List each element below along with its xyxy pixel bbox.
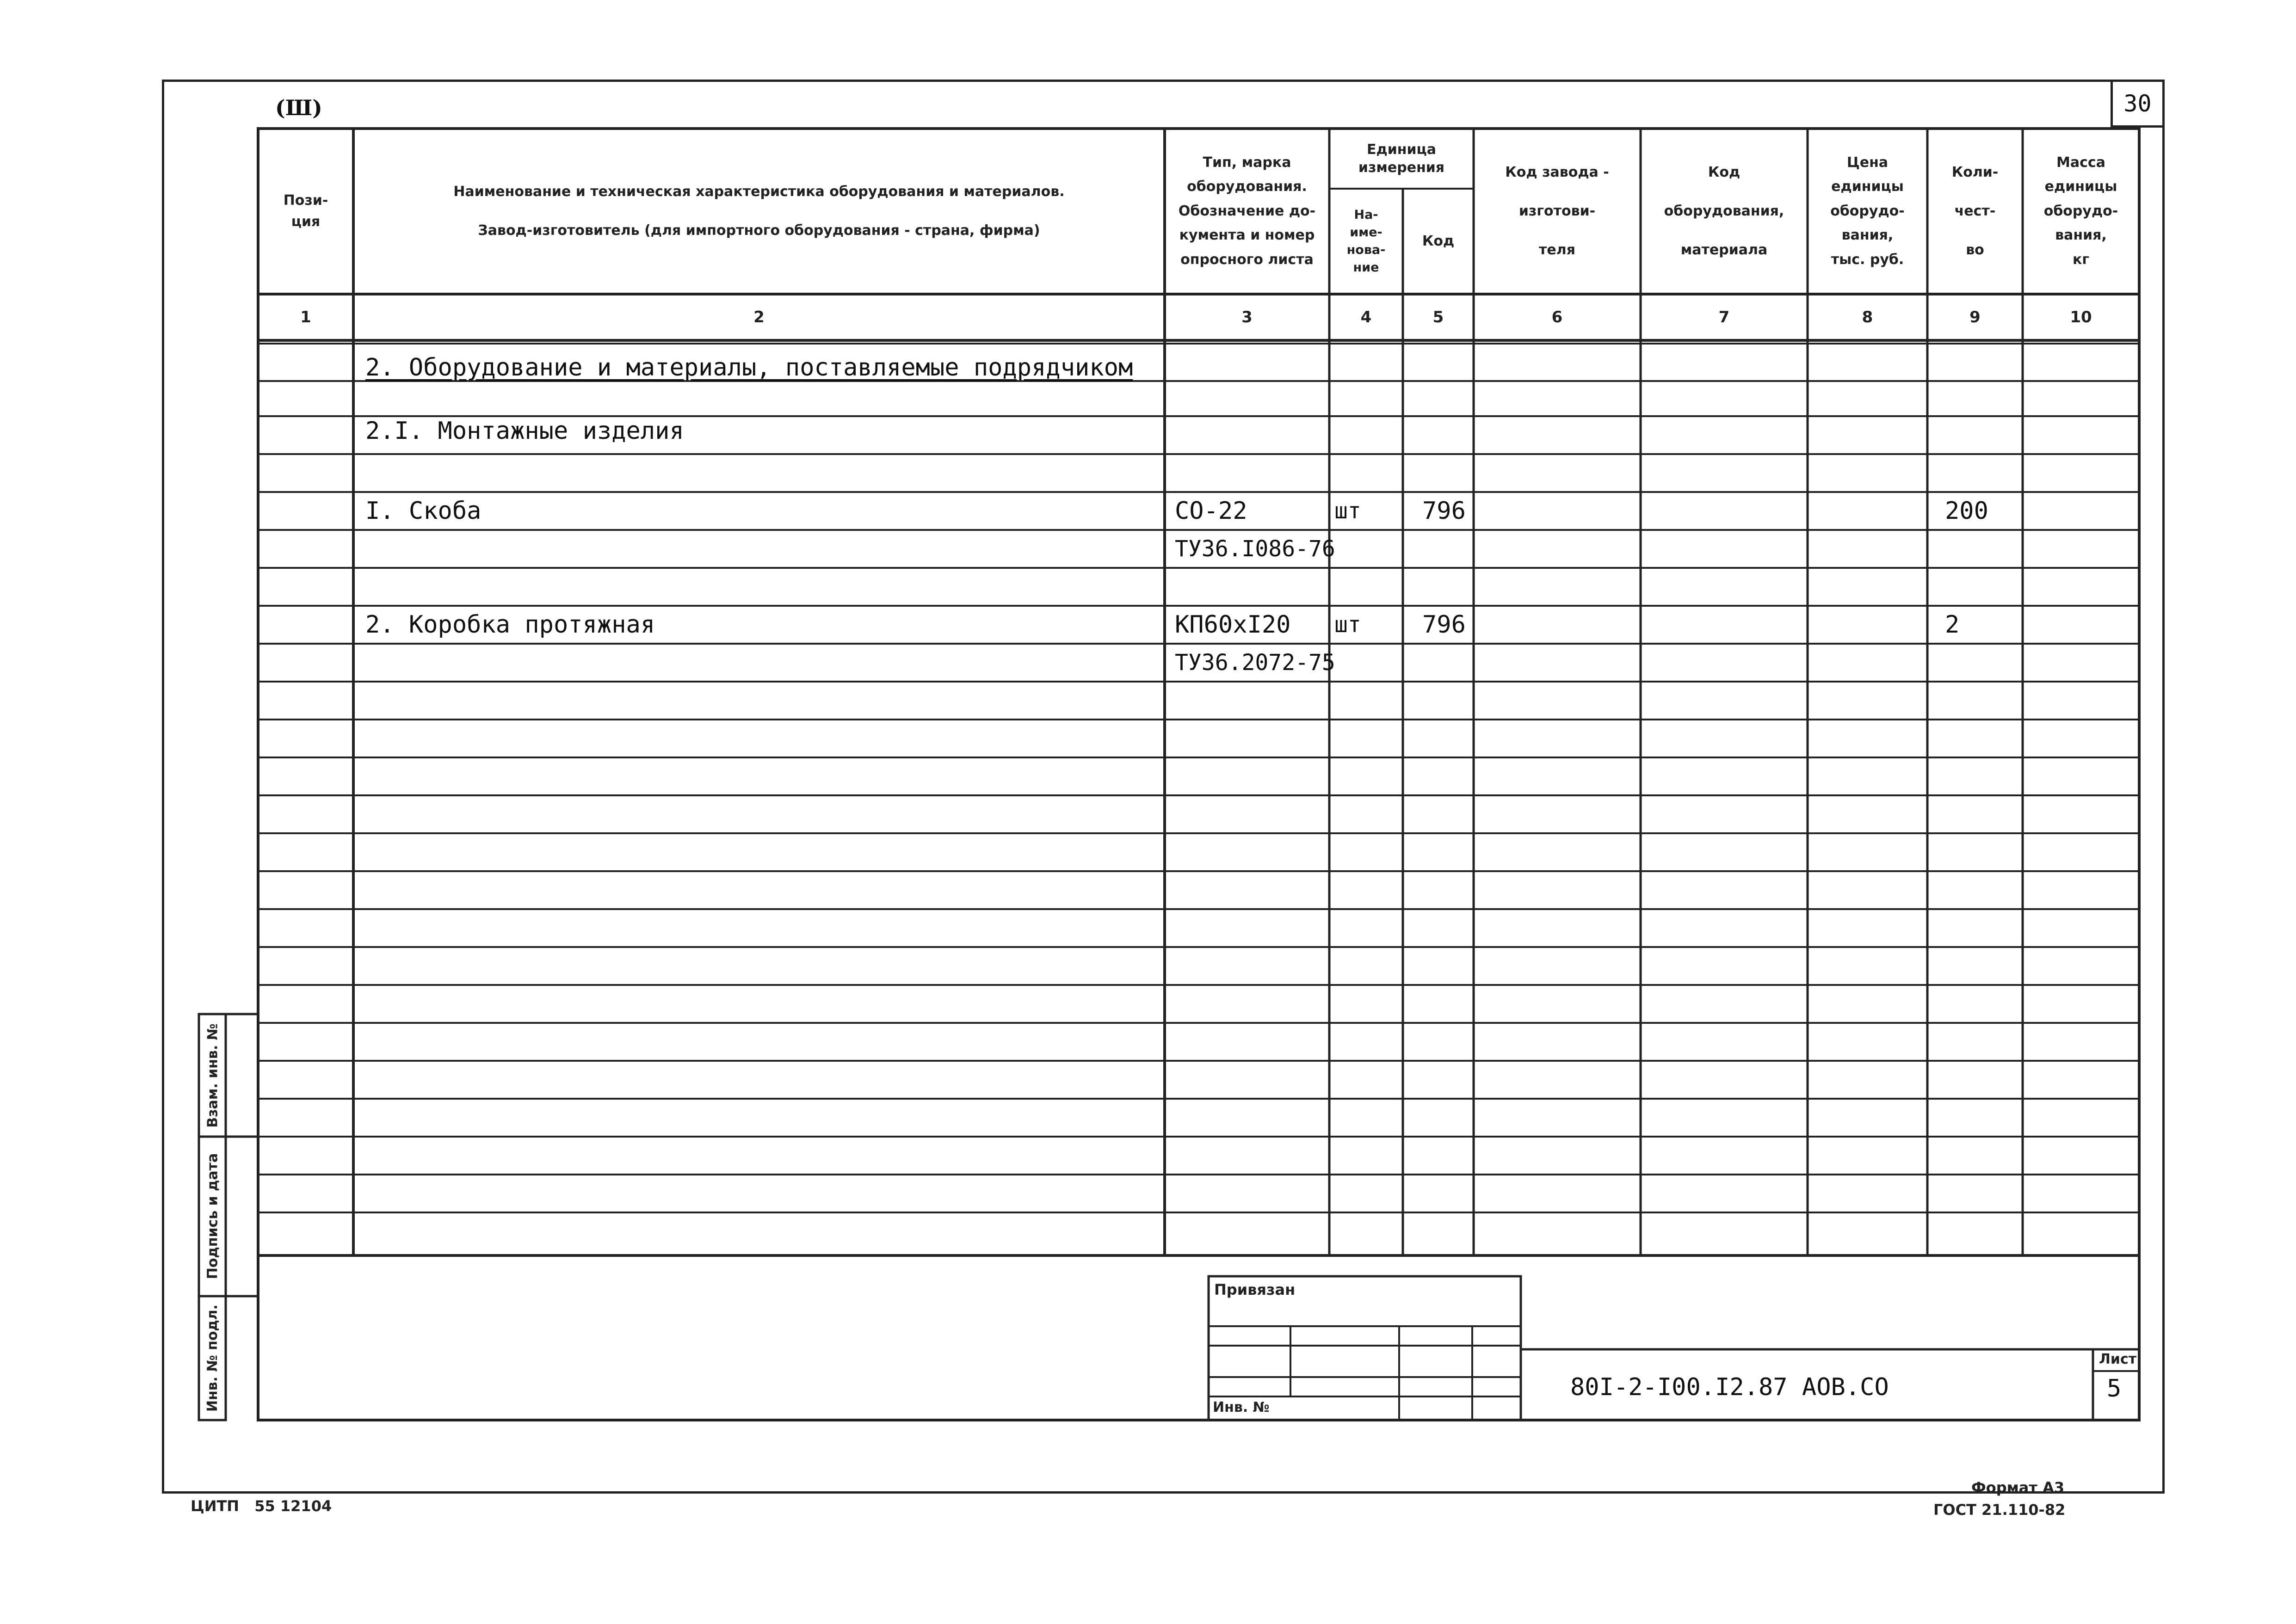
stamp-privyazan: Привязан (1214, 1281, 1296, 1298)
column-number-7: 7 (1718, 308, 1730, 326)
header-col4: На- име- нова- ние (1346, 208, 1386, 275)
column-number-4: 4 (1360, 308, 1372, 326)
side-stamp-inv-podl: Инв. № подл. (204, 1304, 221, 1412)
item-name: 2. Коробка протяжная (365, 611, 655, 639)
header-col6: Код завода - изготови- теля (1505, 164, 1609, 258)
side-stamp-signature-date: Подпись и дата (204, 1153, 221, 1280)
table-row-section-heading: 2. Оборудование и материалы, поставляемые подрядчиком (365, 354, 1133, 381)
header-col10: Масса единицы оборудо- вания, кг (2043, 154, 2118, 268)
item-qty: 200 (1945, 497, 1988, 525)
footer-left-org: ЦИТП (191, 1497, 240, 1515)
item-type: КП60хI20 (1175, 611, 1291, 639)
sheet-marker: (Ш) (275, 95, 322, 120)
table-row-subsection: 2.I. Монтажные изделия (365, 417, 684, 445)
column-number-3: 3 (1241, 308, 1253, 326)
column-number-5: 5 (1432, 308, 1444, 326)
header-col7: Код оборудования, материала (1664, 164, 1784, 258)
item-code: 796 (1422, 497, 1466, 525)
page-number: 30 (2123, 90, 2152, 117)
stamp-inv-no: Инв. № (1213, 1399, 1270, 1415)
header-unit-group: Единица измерения (1358, 141, 1445, 176)
column-number-1: 1 (300, 308, 311, 326)
item-qty: 2 (1945, 611, 1960, 639)
column-number-6: 6 (1551, 308, 1563, 326)
column-number-10: 10 (2070, 308, 2092, 326)
item-type: СО-22 (1175, 497, 1247, 525)
item-code: 796 (1422, 611, 1466, 639)
column-number-9: 9 (1969, 308, 1981, 326)
header-col9: Коли- чест- во (1951, 164, 1999, 258)
header-col1: Пози- ция (283, 192, 328, 230)
column-number-2: 2 (753, 308, 765, 326)
item-type-doc: ТУ36.2072-75 (1175, 650, 1335, 676)
side-stamp-vzam-inv: Взам. инв. № (204, 1023, 221, 1128)
header-col3: Тип, марка оборудования. Обозначение до- кумента и номер опросного листа (1178, 154, 1316, 268)
stamp-list-label: Лист (2099, 1351, 2137, 1367)
footer-gost: ГОСТ 21.110-82 (1933, 1501, 2066, 1519)
footer-left (191, 1497, 332, 1515)
header-col2: Наименование и техническая характеристика оборудования и материалов. Завод-изготовитель (для импортного оборудования - страна, фирма) (453, 184, 1065, 239)
item-unit: шт (1334, 612, 1361, 638)
doc-code: 80I-2-I00.I2.87 АОВ.СО (1570, 1373, 1889, 1401)
footer-left-code: 55 12104 (254, 1497, 332, 1515)
item-name: I. Скоба (365, 497, 481, 525)
column-number-8: 8 (1862, 308, 1873, 326)
item-unit: шт (1334, 498, 1361, 524)
item-type-doc: ТУ36.I086-76 (1175, 536, 1335, 562)
footer-format: Формат А3 (1971, 1479, 2065, 1496)
header-col5: Код (1422, 233, 1455, 249)
stamp-list-value: 5 (2107, 1375, 2122, 1403)
header-col8: Цена единицы оборудо- вания, тыс. руб. (1830, 154, 1905, 268)
